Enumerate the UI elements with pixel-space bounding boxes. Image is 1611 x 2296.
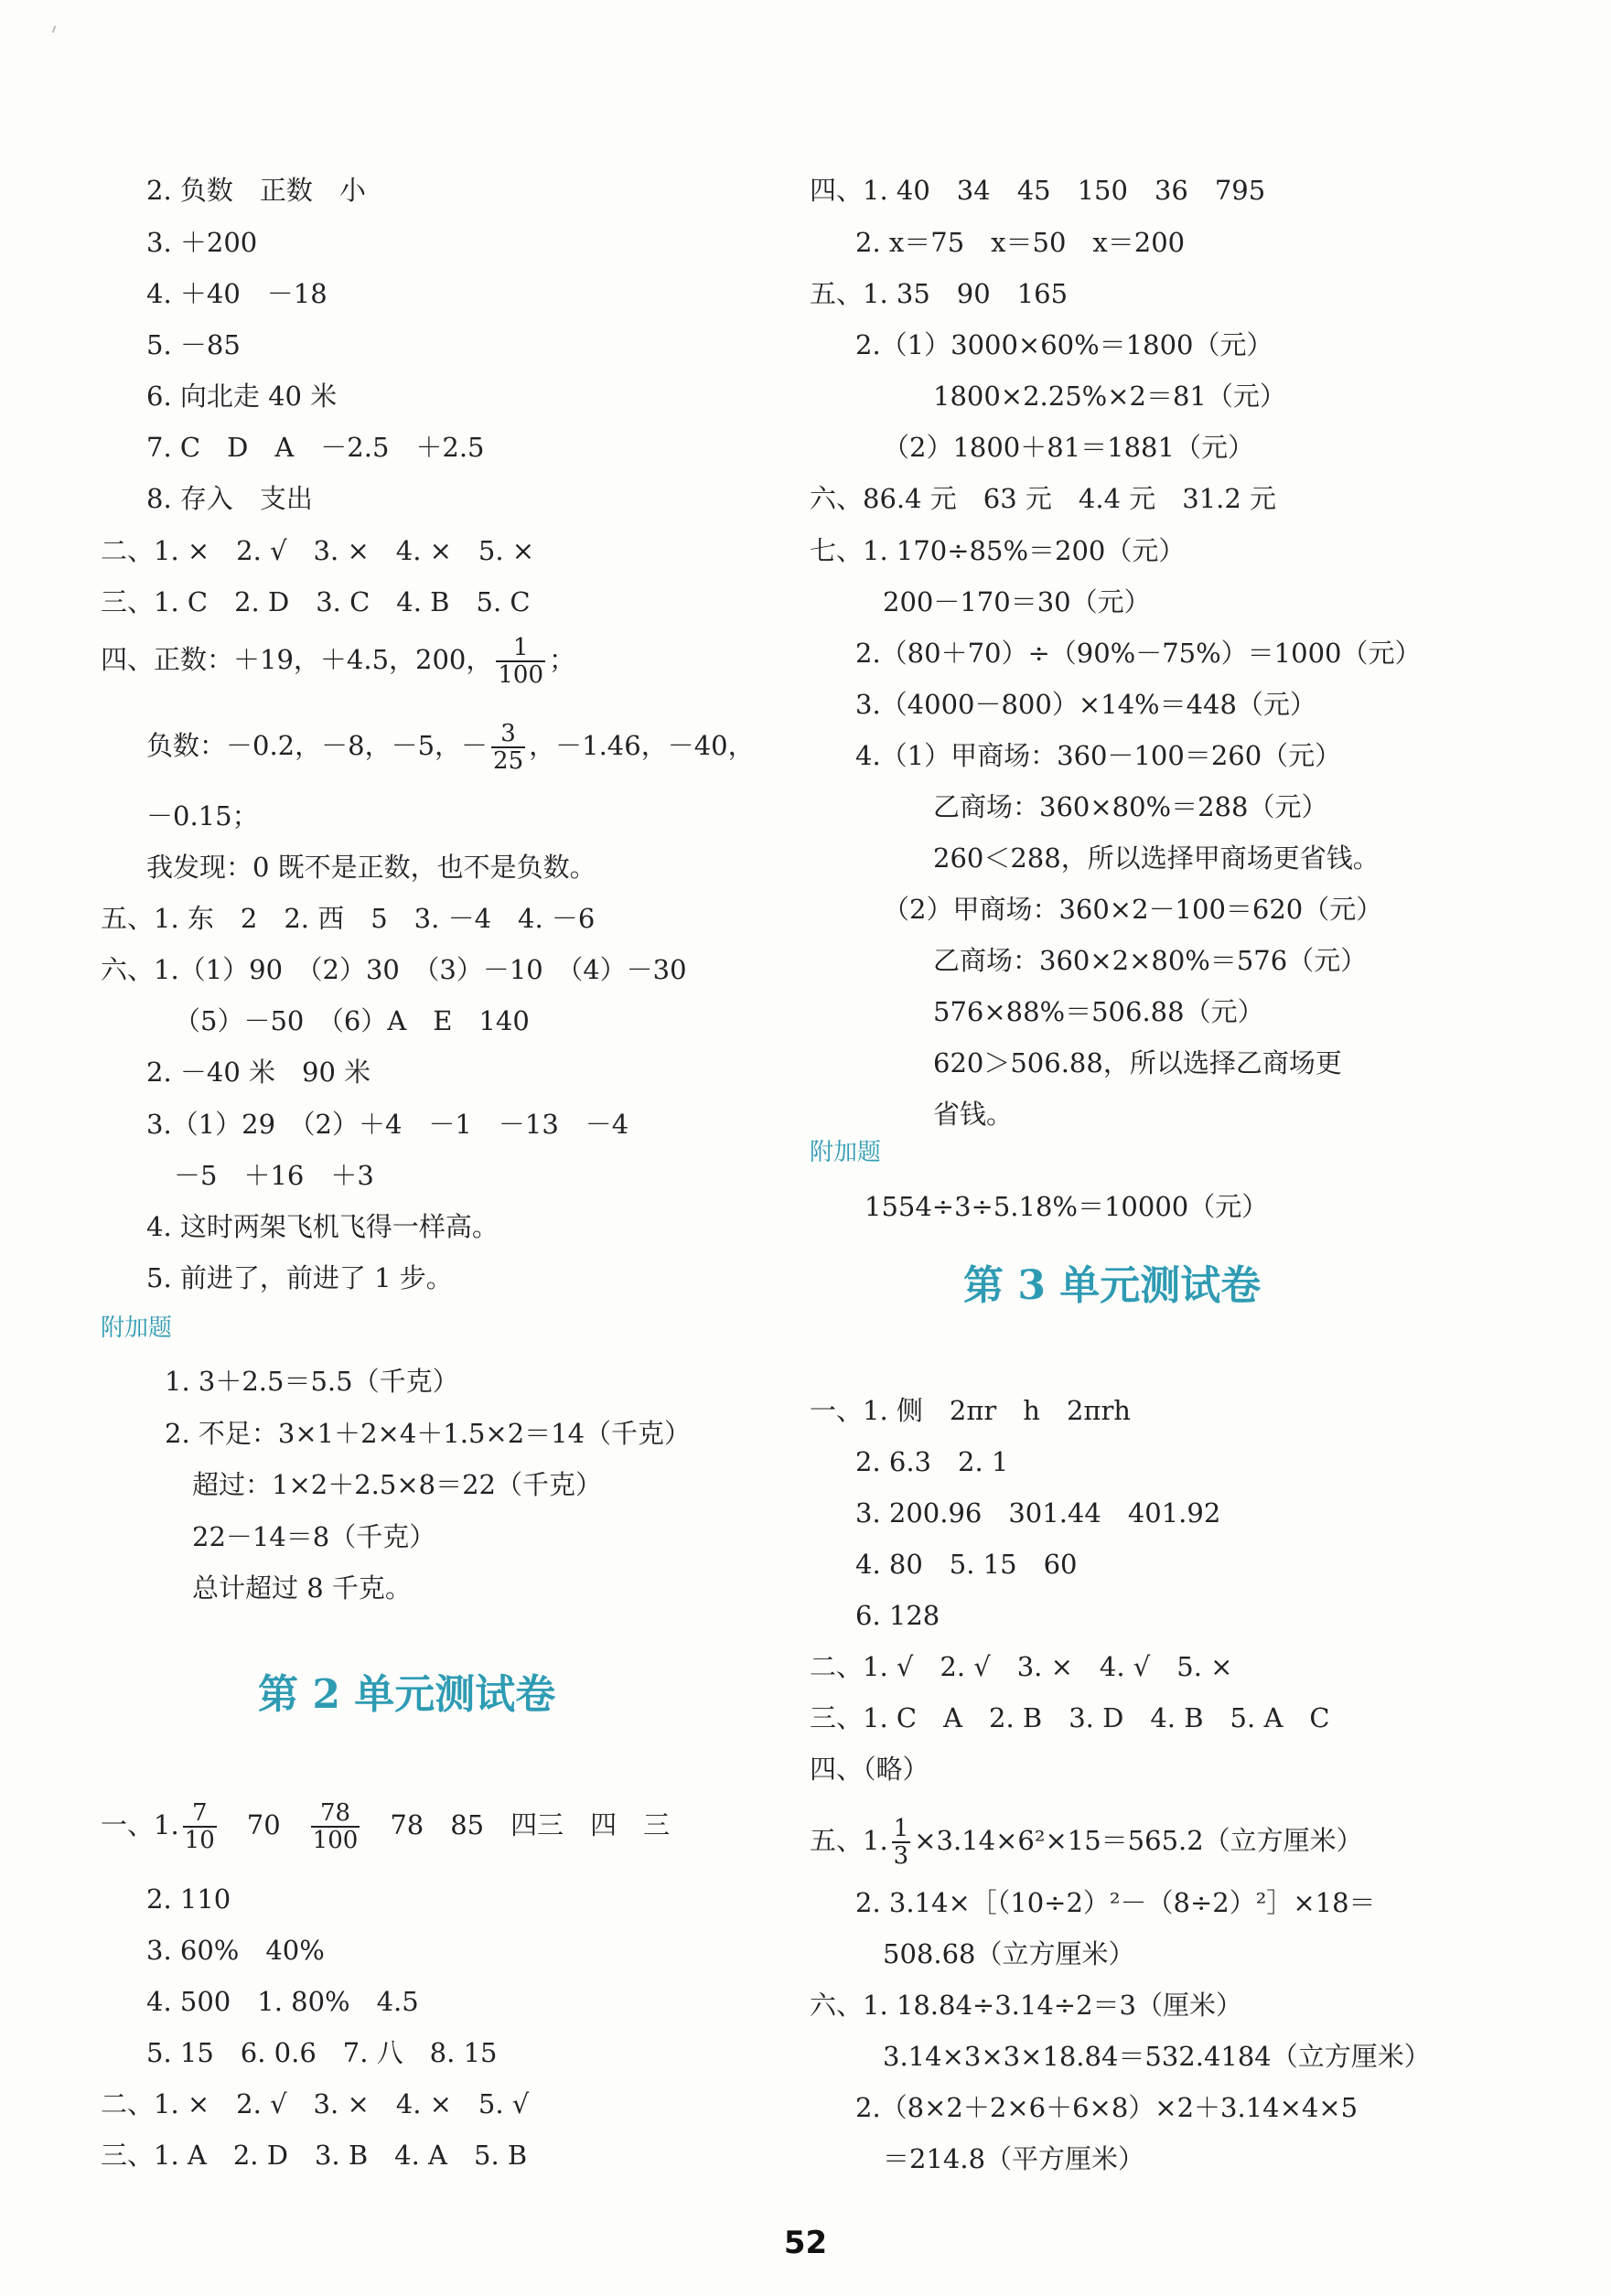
- unit3-answer-line: 三、1. C A 2. B 3. D 4. B 5. A C: [810, 1702, 1330, 1733]
- right-answer-line: 四、1. 40 34 45 150 36 795: [810, 175, 1266, 206]
- unit3-answer-line: 六、1. 18.84÷3.14÷2＝3（厘米）: [810, 1990, 1242, 2021]
- left-extra-line: 超过：1×2＋2.5×8＝22（千克）: [192, 1469, 602, 1500]
- fraction-denominator: 3: [893, 1842, 909, 1870]
- answer-text: 四、正数：＋19，＋4.5，200，: [101, 644, 493, 675]
- right-answer-line: 2.（80＋70）÷（90%－75%）＝1000（元）: [855, 638, 1422, 669]
- left-answer-line: 我发现：0 既不是正数，也不是负数。: [146, 852, 596, 883]
- fraction: [491, 721, 525, 774]
- left-answer-line: [101, 721, 755, 774]
- left-answer-line: 六、1.（1）90 （2）30 （3）－10 （4）－30: [101, 954, 687, 985]
- right-answer-line: 260＜288，所以选择甲商场更省钱。: [933, 842, 1380, 874]
- fraction-numerator: 7: [183, 1800, 217, 1828]
- right-answer-line: （2）甲商场：360×2－100＝620（元）: [883, 894, 1383, 925]
- right-answer-line: 2.（1）3000×60%＝1800（元）: [855, 329, 1273, 360]
- left-extra-line: 总计超过 8 千克。: [192, 1572, 412, 1604]
- answer-text: 78 85 四三 四 三: [363, 1809, 671, 1840]
- fraction-denominator: 10: [184, 1827, 215, 1854]
- unit3-answer-line: 2. 3.14×［（10÷2）²－（8÷2）²］×18＝: [855, 1887, 1376, 1918]
- unit3-answer-line: 一、1. 侧 2πr h 2πrh: [810, 1395, 1131, 1426]
- left-extra-line: 2. 不足：3×1＋2×4＋1.5×2＝14（千克）: [165, 1418, 692, 1449]
- left-answer-line: －5 ＋16 ＋3: [174, 1160, 374, 1191]
- unit2-answer-line: [101, 1800, 670, 1853]
- left-answer-line: 8. 存入 支出: [146, 483, 313, 514]
- unit2-answer-line: 4. 500 1. 80% 4.5: [146, 1986, 419, 2017]
- left-column: [101, 0, 759, 2195]
- fraction-denominator: 100: [498, 661, 544, 689]
- left-extra-line: 1. 3＋2.5＝5.5（千克）: [165, 1366, 459, 1397]
- unit3-answer-line: 2. 6.3 2. 1: [855, 1446, 1009, 1477]
- left-answer-line: 2. 负数 正数 小: [146, 175, 366, 206]
- left-answer-line: －0.15；: [146, 800, 259, 831]
- unit3-answer-line: 4. 80 5. 15 60: [855, 1549, 1078, 1580]
- left-answer-line: 3. ＋200: [146, 227, 258, 258]
- fraction: [892, 1816, 911, 1869]
- left-answer-line: 4. ＋40 －18: [146, 278, 328, 309]
- right-answer-line: 620＞506.88，所以选择乙商场更: [933, 1047, 1342, 1078]
- right-column: [810, 0, 1578, 2195]
- unit-3-heading: 第 3 单元测试卷: [963, 1262, 1262, 1309]
- fraction: [183, 1800, 217, 1853]
- unit2-answer-line: 二、1. × 2. √ 3. × 4. × 5. √: [101, 2088, 530, 2119]
- left-answer-line: 7. C D A －2.5 ＋2.5: [146, 432, 485, 463]
- right-answer-line: 省钱。: [933, 1099, 1014, 1130]
- left-answer-line: 2. －40 米 90 米: [146, 1057, 371, 1088]
- unit2-answer-line: 三、1. A 2. D 3. B 4. A 5. B: [101, 2140, 528, 2171]
- unit2-answer-line: 5. 15 6. 0.6 7. 八 8. 15: [146, 2037, 498, 2068]
- unit2-answer-line: 2. 110: [146, 1883, 231, 1915]
- answer-text: 70: [220, 1809, 307, 1840]
- scan-mark: [52, 26, 57, 33]
- right-answer-line: （2）1800＋81＝1881（元）: [883, 432, 1254, 463]
- right-answer-line: 1800×2.25%×2＝81（元）: [933, 381, 1286, 412]
- fraction-denominator: 25: [493, 747, 524, 775]
- answer-text: ；: [549, 644, 576, 675]
- unit3-answer-line: ＝214.8（平方厘米）: [883, 2143, 1145, 2174]
- unit3-answer-line: 6. 128: [855, 1600, 940, 1631]
- right-answer-line: 六、86.4 元 63 元 4.4 元 31.2 元: [810, 483, 1277, 514]
- left-answer-line: 6. 向北走 40 米: [146, 381, 338, 412]
- left-answer-line: 4. 这时两架飞机飞得一样高。: [146, 1211, 499, 1242]
- fraction: [311, 1800, 360, 1853]
- left-extra-label: 附加题: [101, 1314, 173, 1342]
- fraction-denominator: 100: [312, 1827, 359, 1854]
- left-answer-line: 5. 前进了，前进了 1 步。: [146, 1262, 453, 1293]
- answer-text: 五、1.: [810, 1825, 888, 1856]
- left-answer-line: 五、1. 东 2 2. 西 5 3. －4 4. －6: [101, 903, 596, 934]
- fraction-numerator: 1: [496, 635, 545, 662]
- answer-text: 一、1.: [101, 1809, 179, 1840]
- left-extra-line: 22－14＝8（千克）: [192, 1521, 436, 1552]
- left-answer-line: （5）－50 （6）A E 140: [174, 1005, 530, 1036]
- page-number: 52: [783, 2225, 828, 2261]
- right-extra-label: 附加题: [810, 1139, 882, 1166]
- fraction-numerator: 3: [491, 721, 525, 748]
- unit3-answer-line: 3. 200.96 301.44 401.92: [855, 1497, 1221, 1529]
- right-answer-line: 200－170＝30（元）: [883, 586, 1151, 617]
- right-answer-line: 2. x＝75 x＝50 x＝200: [855, 227, 1186, 258]
- fraction-numerator: 1: [893, 1815, 909, 1842]
- left-answer-line: 二、1. × 2. √ 3. × 4. × 5. ×: [101, 535, 535, 566]
- fraction: [496, 635, 545, 688]
- left-answer-line: 3.（1）29 （2）＋4 －1 －13 －4: [146, 1109, 629, 1140]
- right-answer-line: 乙商场：360×2×80%＝576（元）: [933, 945, 1368, 976]
- unit3-answer-line: [810, 1816, 1363, 1869]
- right-answer-line: 576×88%＝506.88（元）: [933, 996, 1264, 1027]
- unit3-answer-line: 二、1. √ 2. √ 3. × 4. √ 5. ×: [810, 1651, 1233, 1682]
- right-answer-line: 乙商场：360×80%＝288（元）: [933, 791, 1328, 822]
- right-answer-line: 4.（1）甲商场：360－100＝260（元）: [855, 740, 1342, 771]
- unit3-answer-line: 2.（8×2＋2×6＋6×8）×2＋3.14×4×5: [855, 2092, 1359, 2123]
- answer-text: 负数：－0.2，－8，－5，－: [146, 730, 489, 761]
- unit3-answer-line: 四、（略）: [810, 1754, 929, 1785]
- unit3-answer-line: 508.68（立方厘米）: [883, 1938, 1135, 1969]
- left-answer-line: 5. －85: [146, 329, 241, 360]
- left-answer-line: 三、1. C 2. D 3. C 4. B 5. C: [101, 586, 531, 617]
- right-answer-line: 五、1. 35 90 165: [810, 278, 1069, 309]
- answer-text: ，－1.46，－40，: [529, 730, 755, 761]
- answer-text: ×3.14×6²×15＝565.2（立方厘米）: [914, 1825, 1363, 1856]
- unit-2-heading: 第 2 单元测试卷: [258, 1671, 556, 1718]
- right-answer-line: 七、1. 170÷85%＝200（元）: [810, 535, 1186, 566]
- fraction-numerator: 78: [311, 1800, 360, 1828]
- right-extra-line: 1554÷3÷5.18%＝10000（元）: [865, 1191, 1269, 1222]
- unit2-answer-line: 3. 60% 40%: [146, 1935, 325, 1966]
- unit3-answer-line: 3.14×3×3×18.84＝532.4184（立方厘米）: [883, 2041, 1431, 2072]
- left-answer-line: [101, 635, 575, 688]
- right-answer-line: 3.（4000－800）×14%＝448（元）: [855, 689, 1316, 720]
